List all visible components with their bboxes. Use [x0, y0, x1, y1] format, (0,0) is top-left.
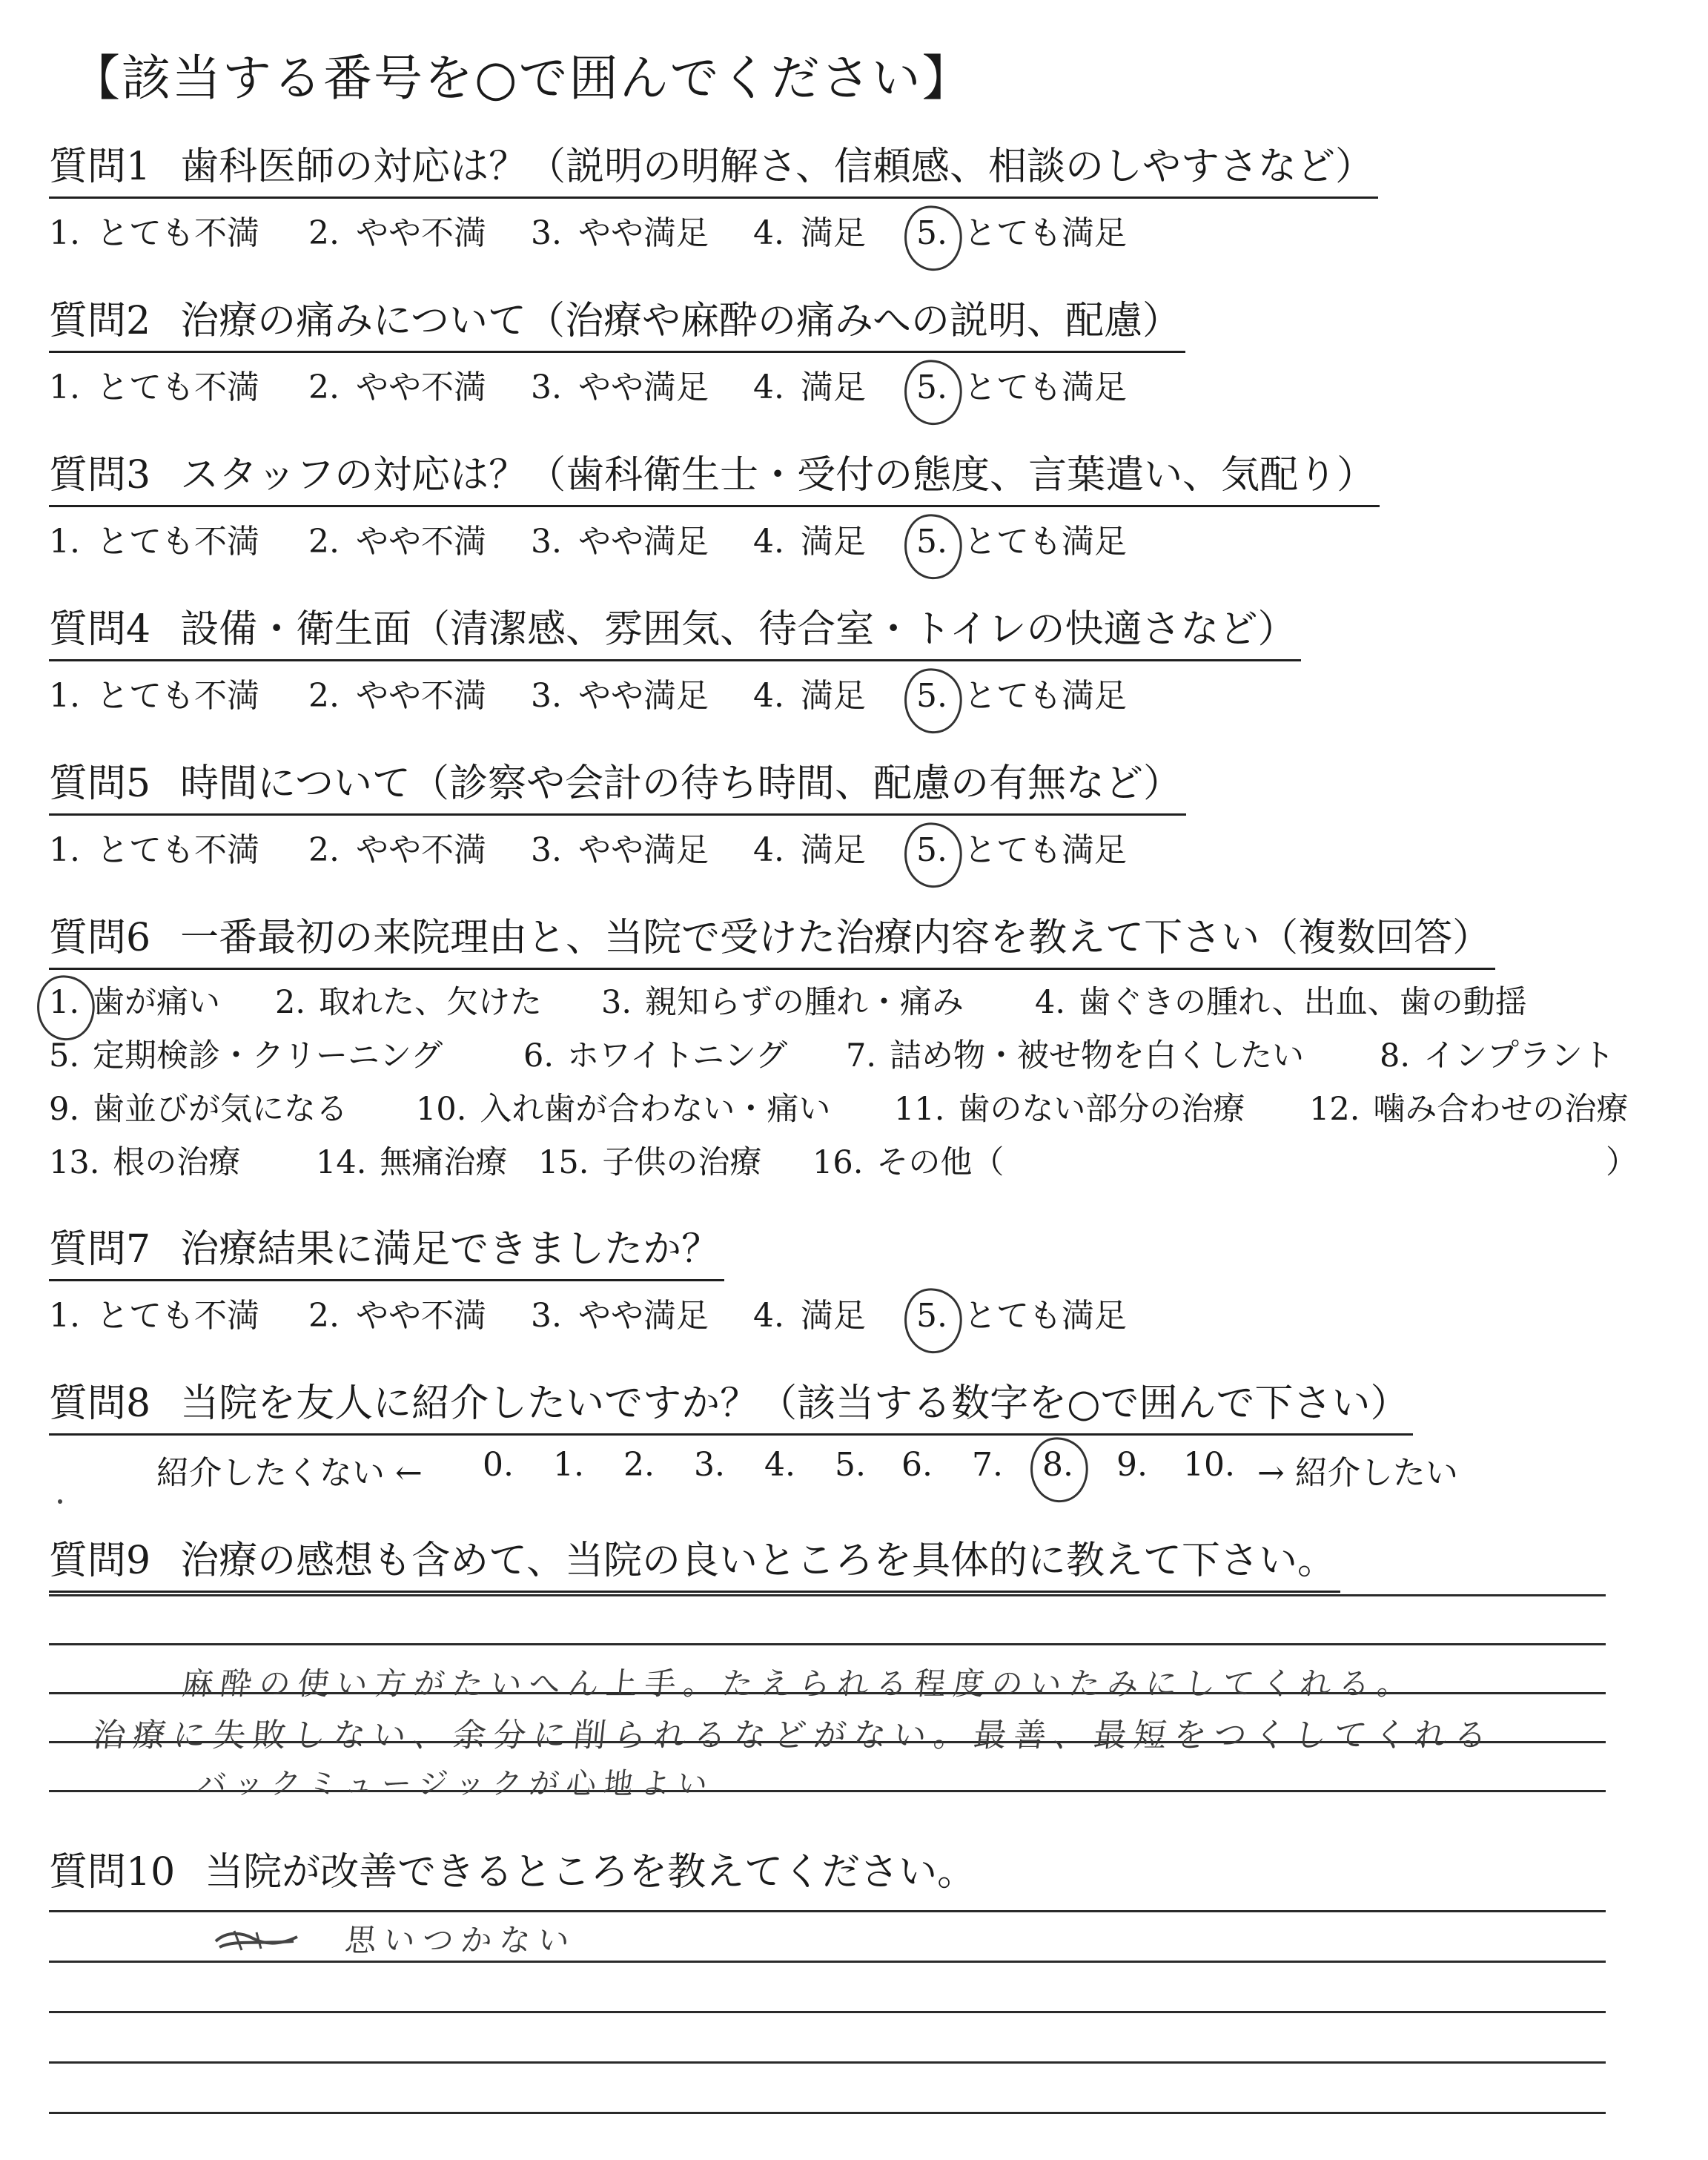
item-10[interactable]: 10. 入れ歯が合わない・痛い: [416, 1091, 831, 1128]
question-9-title: 質問9 治療の感想も含めて、当院の良いところを具体的に教えて下さい。: [49, 1535, 1340, 1587]
answer-line: [49, 1961, 1606, 1963]
question-2: [49, 295, 1665, 412]
question-9: [49, 1535, 1665, 1587]
item-16[interactable]: 16. その他（: [812, 1144, 1004, 1181]
options-row-4: [49, 1137, 1665, 1191]
item-3[interactable]: 3. 親知らずの腫れ・痛み: [601, 984, 964, 1021]
option-3[interactable]: 3. やや満足: [531, 831, 709, 869]
recommend-scale: [49, 1446, 1665, 1498]
question-7: [49, 1223, 1665, 1341]
question-10-title: 質問10 当院が改善できるところを教えてください。: [49, 1850, 976, 1895]
item-11[interactable]: 11. 歯のない部分の治療: [894, 1091, 1245, 1128]
item-7[interactable]: 7. 詰め物・被せ物を白くしたい: [846, 1037, 1305, 1074]
option-3[interactable]: 3. やや満足: [531, 1297, 709, 1335]
option-5-selected[interactable]: 5. とても満足: [916, 677, 1127, 715]
item-16-close-paren: ）: [1606, 1144, 1638, 1181]
option-1[interactable]: 1. とても不満: [49, 677, 259, 715]
option-2[interactable]: 2. やや不満: [308, 677, 486, 715]
question-10-answer-area: [49, 1910, 1606, 2133]
option-1[interactable]: 1. とても不満: [49, 1297, 259, 1335]
option-2[interactable]: 2. やや不満: [308, 831, 486, 869]
option-4[interactable]: 4. 満足: [753, 214, 866, 252]
answer-line: [49, 1910, 1606, 1912]
question-3-options: [49, 515, 1665, 567]
answer-line: [49, 2061, 1606, 2064]
scale-7[interactable]: 7.: [972, 1446, 1003, 1484]
scale-4[interactable]: 4.: [764, 1446, 795, 1484]
item-14[interactable]: 14. 無痛治療: [316, 1144, 508, 1181]
option-4[interactable]: 4. 満足: [753, 677, 866, 715]
question-4-options: [49, 669, 1665, 721]
option-1[interactable]: 1. とても不満: [49, 369, 259, 406]
answer-line: [49, 1643, 1606, 1645]
question-5: [49, 758, 1665, 875]
scale-9[interactable]: 9.: [1116, 1446, 1148, 1484]
scale-left-label: 紹介したくない ←: [156, 1454, 423, 1492]
question-4: [49, 604, 1665, 721]
option-1[interactable]: 1. とても不満: [49, 214, 259, 252]
scan-dot: [58, 1499, 62, 1504]
option-1[interactable]: 1. とても不満: [49, 831, 259, 869]
scale-10[interactable]: 10.: [1183, 1446, 1235, 1484]
option-5-selected[interactable]: 5. とても満足: [916, 214, 1127, 252]
question-1-options: [49, 206, 1665, 258]
item-2[interactable]: 2. 取れた、欠けた: [275, 984, 543, 1021]
handwritten-line-1: 麻酔の使い方がたいへん上手。たえられる程度のいたみにしてくれる。: [180, 1665, 1418, 1702]
scale-6[interactable]: 6.: [901, 1446, 933, 1484]
option-4[interactable]: 4. 満足: [753, 831, 866, 869]
options-row-1: [49, 977, 1665, 1031]
item-15[interactable]: 15. 子供の治療: [538, 1144, 762, 1181]
question-1: [49, 141, 1665, 258]
question-6-title: 質問6 一番最初の来院理由と、当院で受けた治療内容を教えて下さい（複数回答）: [49, 912, 1495, 964]
scale-right-label: → 紹介したい: [1257, 1454, 1458, 1492]
handwritten-answer: 思いつかない: [343, 1922, 579, 1958]
option-3[interactable]: 3. やや満足: [531, 677, 709, 715]
scale-2[interactable]: 2.: [623, 1446, 655, 1484]
question-7-options: [49, 1289, 1665, 1341]
option-4[interactable]: 4. 満足: [753, 523, 866, 561]
handwritten-line-3: バックミュージックが心地よい: [195, 1767, 717, 1801]
question-8: [49, 1378, 1665, 1498]
item-4[interactable]: 4. 歯ぐきの腫れ、出血、歯の動揺: [1035, 984, 1527, 1021]
item-12[interactable]: 12. 噛み合わせの治療: [1309, 1091, 1629, 1128]
option-3[interactable]: 3. やや満足: [531, 523, 709, 561]
scale-0[interactable]: 0.: [483, 1446, 514, 1484]
scale-5[interactable]: 5.: [835, 1446, 866, 1484]
scale-8-selected[interactable]: 8.: [1042, 1446, 1073, 1484]
question-7-title: 質問7 治療結果に満足できましたか？: [49, 1223, 724, 1275]
scale-1[interactable]: 1.: [553, 1446, 584, 1484]
question-6: [49, 912, 1665, 1191]
options-row-3: [49, 1084, 1665, 1137]
answer-line: [49, 1594, 1606, 1596]
option-5-selected[interactable]: 5. とても満足: [916, 369, 1127, 406]
option-5-selected[interactable]: 5. とても満足: [916, 523, 1127, 561]
crossed-out-scribble: [212, 1925, 301, 1955]
question-2-options: [49, 360, 1665, 412]
option-2[interactable]: 2. やや不満: [308, 369, 486, 406]
item-5[interactable]: 5. 定期検診・クリーニング: [49, 1037, 443, 1074]
question-5-options: [49, 823, 1665, 875]
page-header: 【該当する番号を○で囲んでください】: [71, 50, 973, 107]
options-row-2: [49, 1031, 1665, 1084]
scale-3[interactable]: 3.: [694, 1446, 725, 1484]
option-3[interactable]: 3. やや満足: [531, 214, 709, 252]
handwritten-line-2: 治療に失敗しない、余分に削られるなどがない。最善、最短をつくしてくれる: [90, 1717, 1497, 1754]
item-9[interactable]: 9. 歯並びが気になる: [49, 1091, 348, 1128]
item-8[interactable]: 8. インプラント: [1380, 1037, 1615, 1074]
option-4[interactable]: 4. 満足: [753, 1297, 866, 1335]
question-1-title: 質問1 歯科医師の対応は？（説明の明解さ、信頼感、相談のしやすさなど）: [49, 141, 1378, 193]
option-4[interactable]: 4. 満足: [753, 369, 866, 406]
item-1-selected[interactable]: 1. 歯が痛い: [49, 984, 221, 1021]
question-5-title: 質問5 時間について（診察や会計の待ち時間、配慮の有無など）: [49, 758, 1186, 810]
item-13[interactable]: 13. 根の治療: [49, 1144, 241, 1181]
answer-line: [49, 2112, 1606, 2114]
option-1[interactable]: 1. とても不満: [49, 523, 259, 561]
question-9-answer-area: [49, 1594, 1606, 1817]
option-2[interactable]: 2. やや不満: [308, 1297, 486, 1335]
question-6-options: [49, 977, 1665, 1191]
answer-line: [49, 2011, 1606, 2013]
question-3-title: 質問3 スタッフの対応は？（歯科衛生士・受付の態度、言葉遣い、気配り）: [49, 449, 1380, 501]
question-4-title: 質問4 設備・衛生面（清潔感、雰囲気、待合室・トイレの快適さなど）: [49, 604, 1301, 655]
option-3[interactable]: 3. やや満足: [531, 369, 709, 406]
question-8-title: 質問8 当院を友人に紹介したいですか？（該当する数字を○で囲んで下さい）: [49, 1378, 1413, 1430]
question-2-title: 質問2 治療の痛みについて（治療や麻酔の痛みへの説明、配慮）: [49, 295, 1185, 347]
option-5-selected[interactable]: 5. とても満足: [916, 1297, 1127, 1335]
item-6[interactable]: 6. ホワイトニング: [523, 1037, 788, 1074]
question-10: [49, 1846, 1665, 1898]
option-2[interactable]: 2. やや不満: [308, 214, 486, 252]
option-2[interactable]: 2. やや不満: [308, 523, 486, 561]
option-5-selected[interactable]: 5. とても満足: [916, 831, 1127, 869]
question-3: [49, 449, 1665, 567]
